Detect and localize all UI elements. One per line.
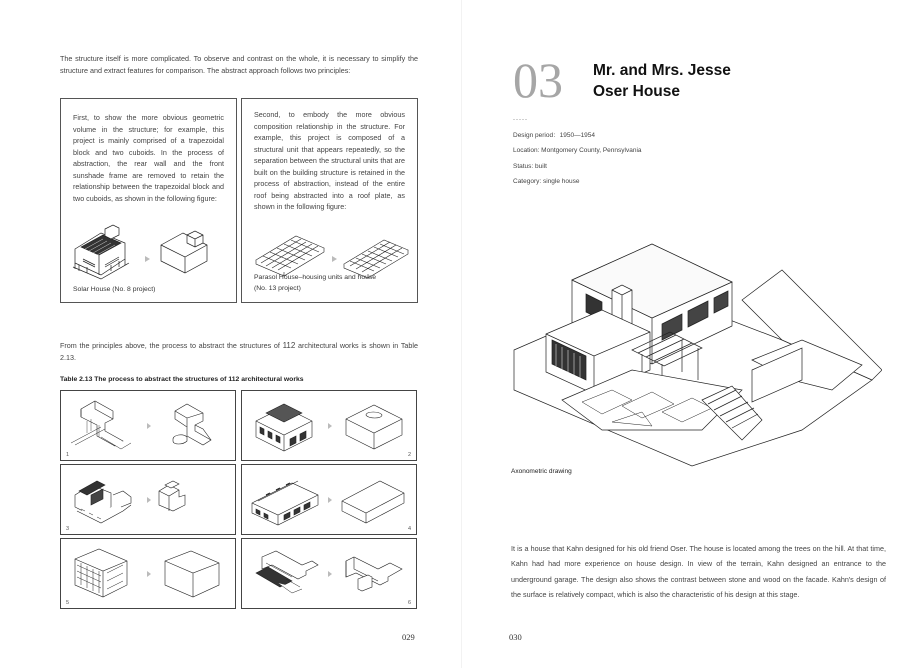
page-number-right: 030 [509,632,522,642]
summary-after: architectural works is shown in Table 2.13. [60,341,418,362]
table-cell-number: 2 [408,452,412,458]
principle-2-caption-line2: (No. 13 project) [254,285,301,292]
table-cell-number: 1 [66,452,70,458]
cell-2-drawing [242,391,418,462]
cell-1-drawing [61,391,237,462]
project-title-line2: Oser House [593,83,681,100]
principle-2-box [241,98,418,303]
principle-2-text: Second, to embody the more obvious composition relationship in the structure. For example, this project is composed of a structural unit that appears repeatedly, so the separation between the structural units that are built on the building structure is retained in the process of abstraction, instead of the entire roof being abstracted into a roof plate, as shown in the following figure: [254,110,405,211]
project-title-line1: Mr. and Mrs. Jesse [593,62,731,79]
table-cell-5 [60,538,236,609]
cell-3-drawing [61,465,237,536]
table-cell-2 [241,390,417,461]
axonometric-drawing [502,230,882,470]
cell-5-drawing [61,539,237,610]
summary-paragraph [60,340,418,363]
table-cell-4 [241,464,417,535]
intro-paragraph: The structure itself is more complicated. To observe and contrast on the whole, it is necessary to simplify the structure and extract features for comparison. The abstract approach follows two principles: [60,54,418,75]
summary-before: From the principles above, the process to abstract the structures of [60,341,283,350]
table-cell-number: 3 [66,526,70,532]
table-cell-1 [60,390,236,461]
meta-status: Status: built [513,162,547,170]
cell-6-drawing [242,539,418,610]
meta-location: Location: Montgomery County, Pennsylvania [513,147,642,155]
cell-4-drawing [242,465,418,536]
table-title: Table 2.13 The process to abstract the structures of 112 architectural works [60,376,304,383]
project-number: 03 [513,52,563,108]
project-title [593,60,793,102]
right-page [462,0,924,668]
project-description: It is a house that Kahn designed for his old friend Oser. The house is located among the trees on the hill. At that time, Kahn had had more experience on house design. In view of the terrain, Kahn designed an entrance to the underground garage. The design also shows the contrast between stone and wood on the facade. Kahn's design of the surface is relatively compact, which is also the characteristic of his design at this stage. [511,544,886,600]
meta-design-period: Design period：1950—1954 [513,132,596,139]
meta-category: Category: single house [513,177,580,185]
project-meta [513,128,642,189]
table-cell-6 [241,538,417,609]
principle-1-caption: Solar House (No. 8 project) [73,286,156,293]
principle-1-box [60,98,237,303]
principle-1-text: First, to show the more obvious geometric volume in the structure; for example, this project is mainly comprised of a trapezoidal block and two cuboids. In the process of abstraction, the rear wall and the front sunshade frame are removed to retain the relationship between the trapezoidal block and two cuboids, as shown in the following figure: [73,113,224,203]
table-cell-3 [60,464,236,535]
meta-divider: ----- [513,117,528,123]
principle-2-caption-line1: Parasol House–housing units and house [254,274,377,281]
page-number-left: 029 [402,632,415,642]
solar-house-drawing [61,219,238,289]
table-cell-number: 4 [408,526,412,532]
drawing-caption: Axonometric drawing [511,468,572,475]
summary-number: 112 [282,341,296,350]
table-cell-number: 6 [408,600,412,606]
table-cell-number: 5 [66,600,70,606]
